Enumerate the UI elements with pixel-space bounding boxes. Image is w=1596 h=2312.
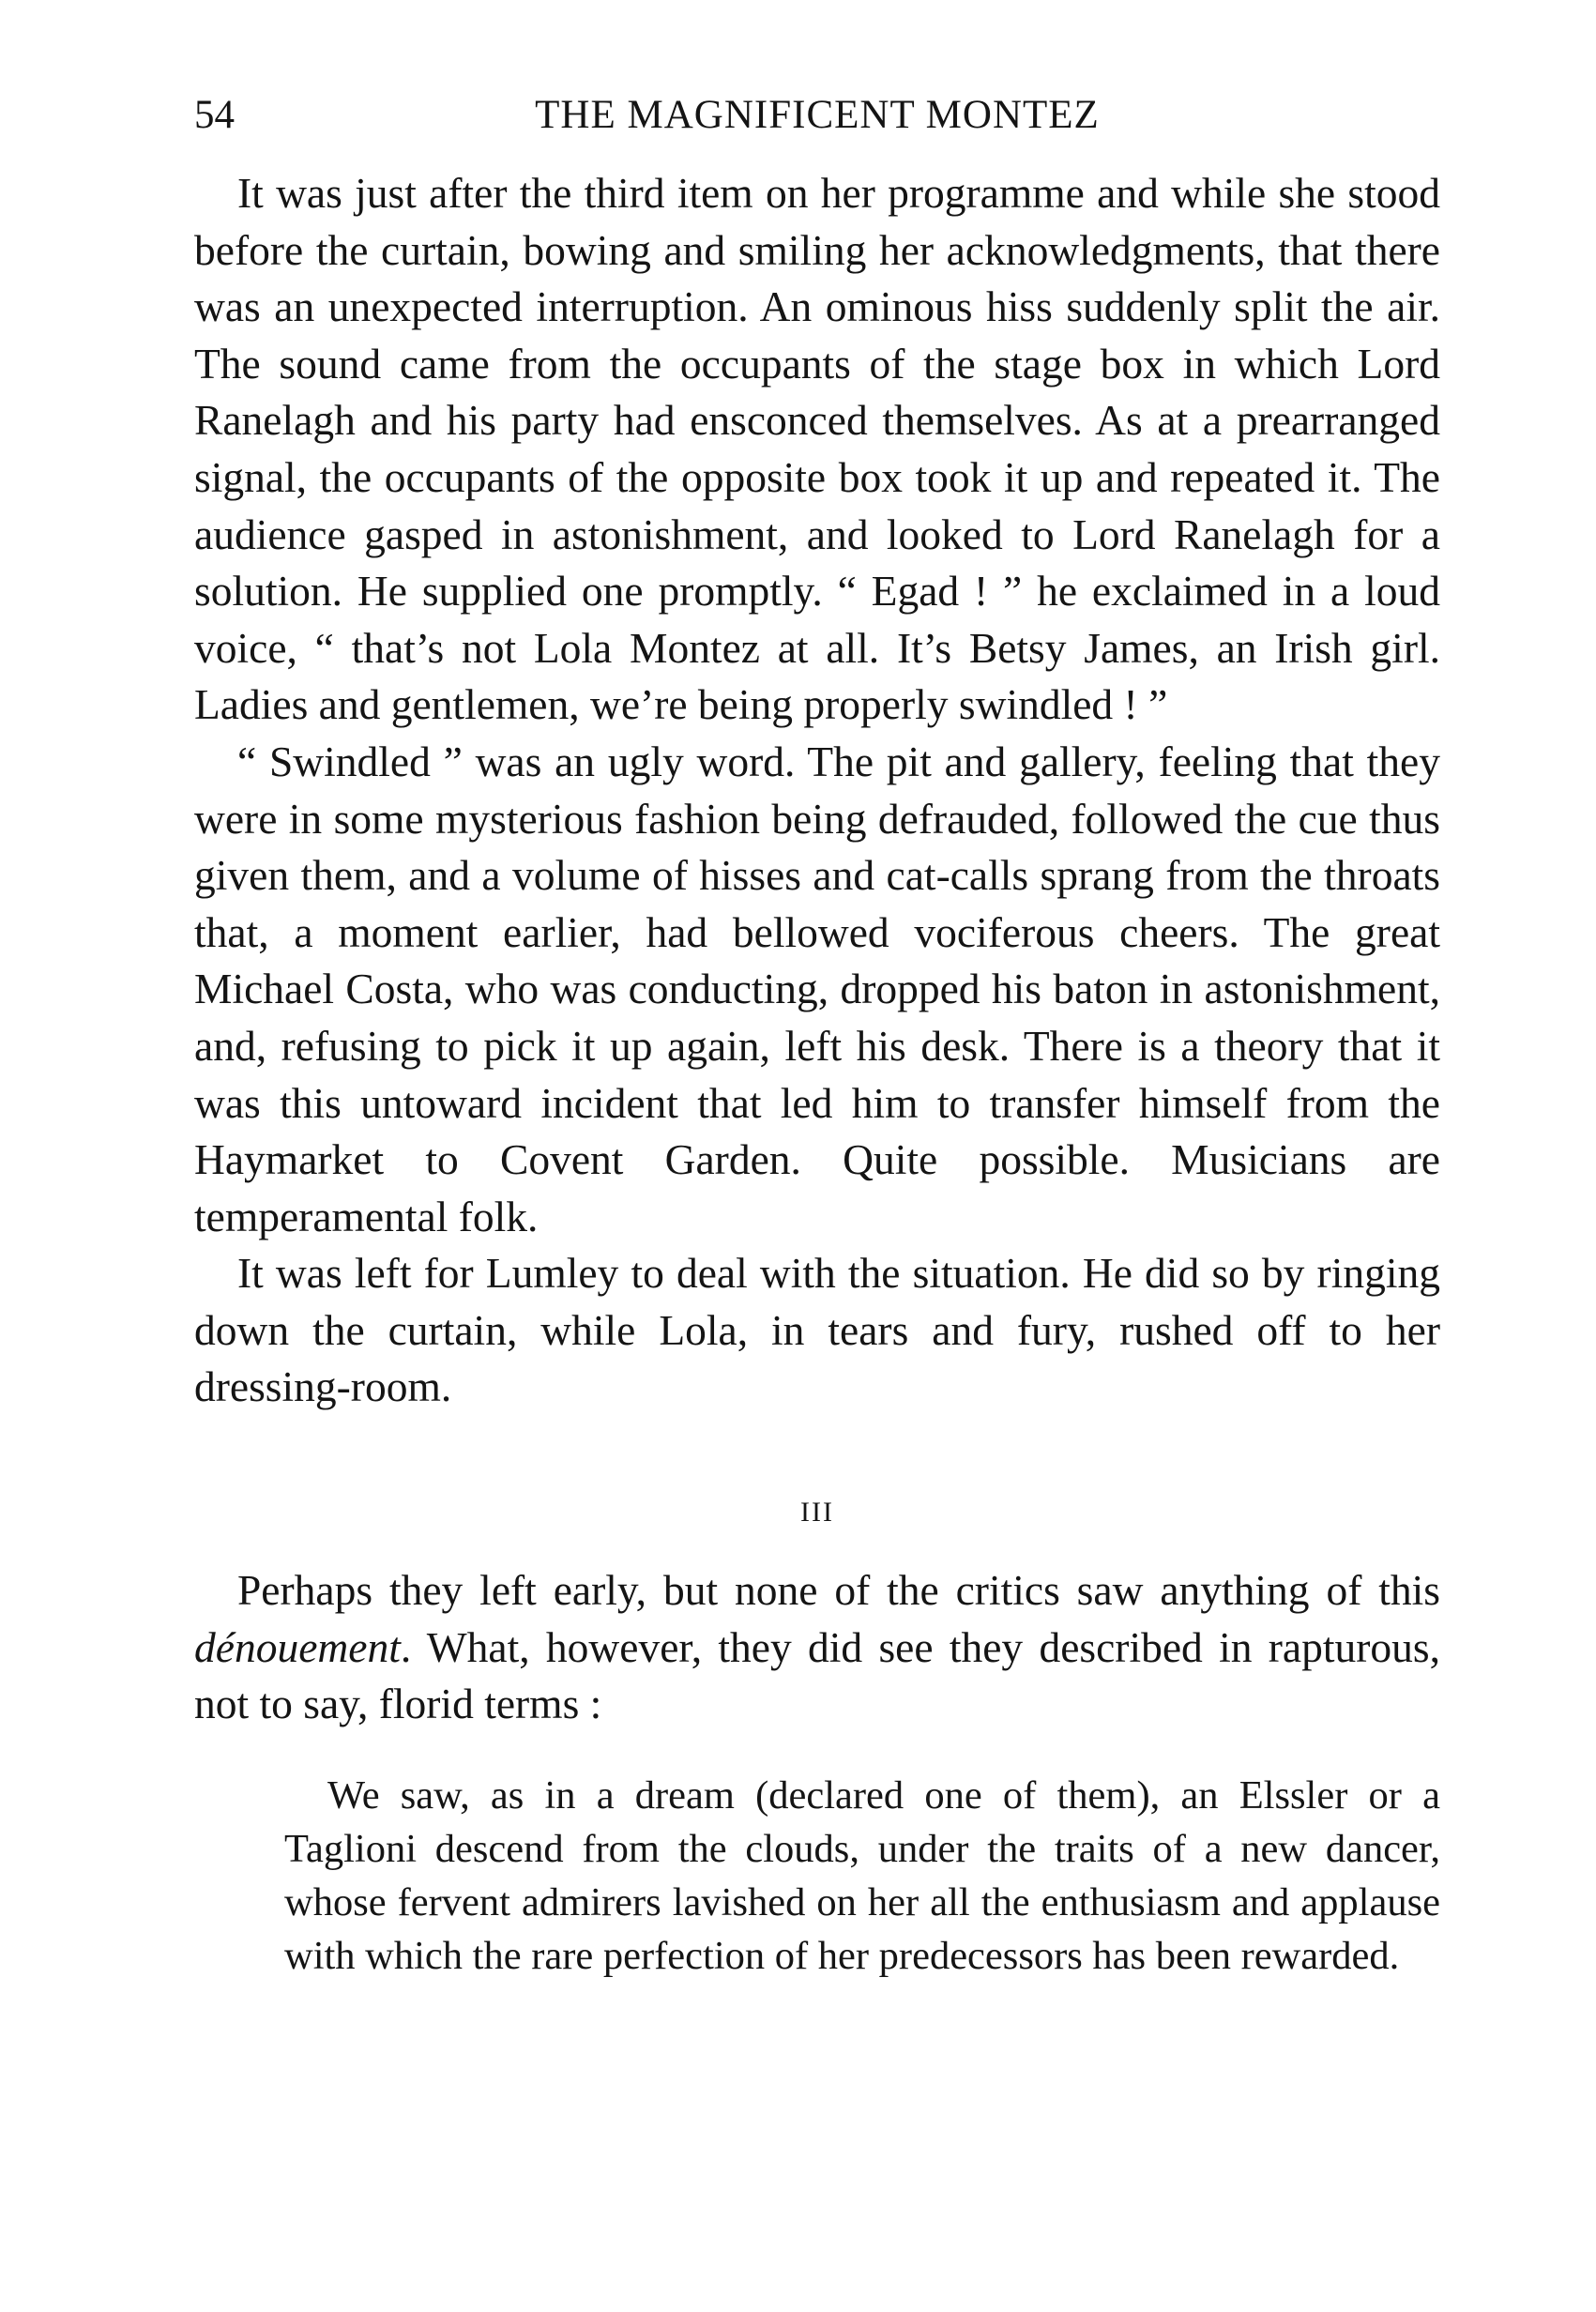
critics-text-end: . What, however, they did see they described in rapturous, not to say, florid terms : bbox=[194, 1622, 1440, 1728]
page-number: 54 bbox=[194, 93, 235, 137]
page-header bbox=[194, 87, 1440, 144]
body-text bbox=[194, 165, 1440, 1983]
block-quote bbox=[284, 1769, 1440, 1983]
paragraph-interruption: It was just after the third item on her programme and while she stood before the curtain, bowing and smiling her acknowledgments, that there was an unexpected interruption. An ominous hiss suddenly split the air. The sound came from the occupants of the stage box in which Lord Ranelagh and his party had ensconced themselves. As at a prearranged signal, the occupants of the opposite box took it up and repeated it. The audience gasped in astonishment, and looked to Lord Ranelagh for a solution. He supplied one promptly. “ Egad ! ” he exclaimed in a loud voice, “ that’s not Lola Montez at all. It’s Betsy James, an Irish girl. Ladies and gentlemen, we’re being properly swindled ! ” bbox=[194, 169, 1440, 729]
quote-text: We saw, as in a dream (declared one of them), an Elssler or a Taglioni descend from the clouds, under the traits of a new dancer, whose fervent admirers lavished on her all the enthusiasm and applause with which the rare perfection of her predecessors has been rewarded. bbox=[284, 1772, 1440, 1978]
paragraph-lumley: It was left for Lumley to deal with the situation. He did so by ringing down the curtain, while Lola, in tears and fury, rushed off to her dressing-room. bbox=[194, 1249, 1440, 1411]
critics-text-start: Perhaps they left early, but none of the critics saw anything of this bbox=[237, 1566, 1440, 1615]
paragraph-critics bbox=[194, 1562, 1440, 1733]
italic-term: dénouement bbox=[194, 1622, 401, 1671]
running-title: THE MAGNIFICENT MONTEZ bbox=[535, 93, 1100, 137]
section-number: III bbox=[800, 1497, 834, 1529]
paragraph-swindled: “ Swindled ” was an ugly word. The pit and gallery, feeling that they were in some mysterious fashion being defrauded, followed the cue thus given them, and a volume of hisses and cat-calls sprang from the throats that, a moment earlier, had bellowed vociferous cheers. The great Michael Costa, who was conducting, dropped his baton in astonishment, and, refusing to pick it up again, left his desk. There is a theory that it was this untoward incident that led him to transfer himself from the Haymarket to Covent Garden. Quite possible. Musicians are temperamental folk. bbox=[194, 737, 1440, 1240]
